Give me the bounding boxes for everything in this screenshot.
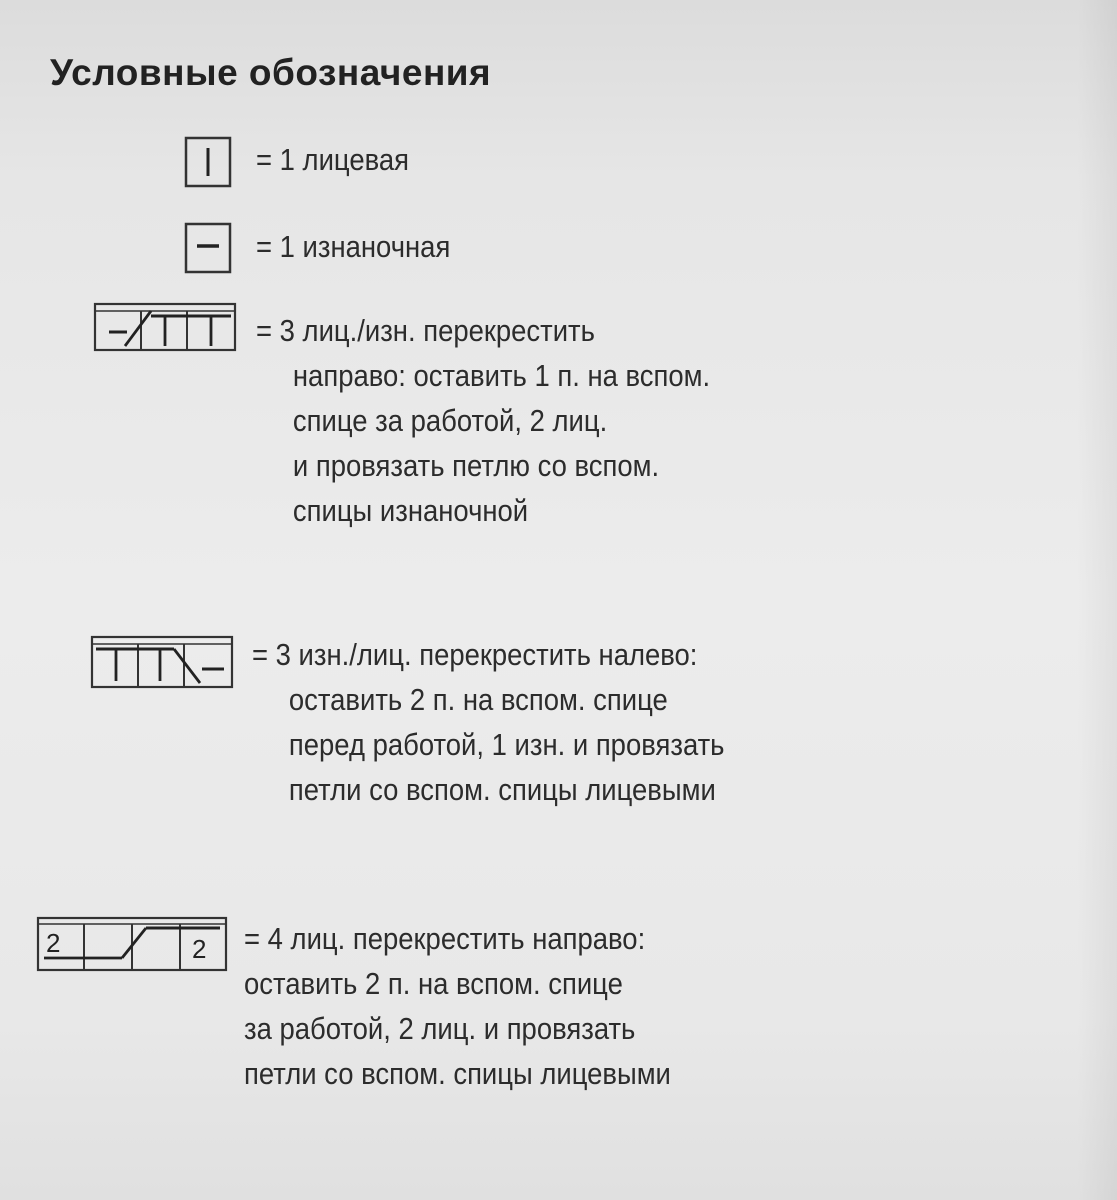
knit-stitch-icon (184, 136, 232, 188)
description-line: петли со вспом. спицы лицевыми (244, 1057, 671, 1091)
description-line: петли со вспом. спицы лицевыми (288, 773, 716, 807)
cross-right-3-knit-purl-icon (93, 302, 237, 352)
stitch-count-right: 2 (192, 934, 207, 964)
description-line: оставить 2 п. на вспом. спице (288, 683, 668, 717)
legend-description (256, 309, 710, 534)
legend-description (252, 633, 724, 813)
description-line: = 3 изн./лиц. перекрестить налево: (252, 638, 698, 672)
legend-description (256, 225, 450, 270)
purl-stitch-icon (184, 222, 232, 274)
description-line: = 3 лиц./изн. перекрестить (256, 314, 595, 348)
cross-left-3-purl-knit-icon (90, 635, 234, 689)
description-line: спице за работой, 2 лиц. (292, 404, 608, 438)
stitch-count-left: 2 (46, 928, 61, 958)
description-line: спицы изнаночной (292, 494, 529, 528)
cross-right-4-knit-icon (36, 916, 228, 972)
description-line: направо: оставить 1 п. на вспом. (292, 359, 711, 393)
page-edge-shadow (1077, 0, 1117, 1200)
legend-description (256, 138, 409, 183)
description-line: за работой, 2 лиц. и провязать (244, 1012, 636, 1046)
description-line: = 1 изнаночная (256, 230, 451, 264)
description-line: = 4 лиц. перекрестить направо: (244, 922, 646, 956)
description-line: и провязать петлю со вспом. (292, 449, 660, 483)
description-line: = 1 лицевая (256, 143, 409, 177)
legend-description (244, 917, 671, 1097)
description-line: перед работой, 1 изн. и провязать (288, 728, 725, 762)
page-title: Условные обозначения (50, 52, 492, 93)
description-line: оставить 2 п. на вспом. спице (244, 967, 623, 1001)
